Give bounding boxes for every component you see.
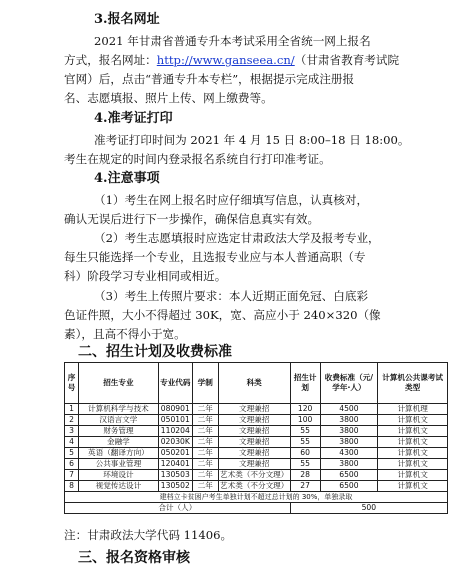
cell-category: 文理兼招 [218, 404, 290, 415]
cell-exam-type: 计算机文 [378, 426, 448, 437]
cell-category: 文理兼招 [218, 448, 290, 459]
header-index: 序号 [65, 363, 79, 404]
cell-index: 6 [65, 459, 79, 470]
cell-index: 5 [65, 448, 79, 459]
table-row [65, 481, 448, 492]
paragraph-line: 名、志愿填报、照片上传、网上缴费等。 [64, 91, 273, 105]
table-body [65, 404, 448, 492]
table-header-row [65, 363, 448, 404]
paragraph-line: （3）考生上传照片要求：本人近期正面免冠、白底彩 [94, 289, 369, 303]
table-total-row [65, 503, 448, 514]
cell-fee: 3800 [320, 459, 378, 470]
cell-duration: 二年 [192, 448, 218, 459]
cell-index: 4 [65, 437, 79, 448]
cell-major: 公共事业管理 [78, 459, 158, 470]
cell-category: 文理兼招 [218, 415, 290, 426]
paragraph-line: （2）考生志愿填报时应选定甘肃政法大学及报考专业， [94, 231, 380, 245]
cell-major: 英语（翻译方向） [78, 448, 158, 459]
cell-code: 120401 [158, 459, 192, 470]
cell-major: 汉语言文学 [78, 415, 158, 426]
text-span: 方式，报名网址： [64, 53, 157, 67]
cell-fee: 3800 [320, 415, 378, 426]
cell-exam-type: 计算机文 [378, 415, 448, 426]
cell-code: 130502 [158, 481, 192, 492]
cell-exam-type: 计算机理 [378, 404, 448, 415]
cell-plan: 27 [290, 481, 320, 492]
paragraph-line: 考生在规定的时间内登录报名系统自行打印准考证。 [64, 152, 331, 166]
cell-plan: 55 [290, 426, 320, 437]
table-row [65, 470, 448, 481]
table-note: 建档立卡贫困户考生单独计划不超过总计划的 30%，单独录取 [65, 492, 448, 503]
header-fee: 收费标准（元/学年·人） [320, 363, 378, 404]
cell-duration: 二年 [192, 470, 218, 481]
total-value: 500 [290, 503, 447, 514]
text-span: （甘肃省教育考试院 [294, 53, 400, 67]
cell-category: 文理兼招 [218, 459, 290, 470]
cell-plan: 120 [290, 404, 320, 415]
cell-code: 080901 [158, 404, 192, 415]
cell-code: 050201 [158, 448, 192, 459]
table-row [65, 415, 448, 426]
paragraph-line: 每生只能选择一个专业，且选报专业应与本人普通高职（专 [64, 250, 366, 264]
cell-major: 财务管理 [78, 426, 158, 437]
paragraph-line: （1）考生在网上报名时应仔细填写信息，认真核对， [94, 193, 369, 207]
header-major: 招生专业 [78, 363, 158, 404]
cell-code: 050101 [158, 415, 192, 426]
registration-url-link[interactable]: http://www.ganseea.cn/ [156, 53, 295, 67]
cell-index: 7 [65, 470, 79, 481]
cell-exam-type: 计算机文 [378, 448, 448, 459]
cell-exam-type: 计算机文 [378, 470, 448, 481]
total-label: 合计（人） [65, 503, 291, 514]
section-title-enrollment-plan: 二、招生计划及收费标准 [78, 344, 232, 360]
cell-major: 计算机科学与技术 [78, 404, 158, 415]
cell-duration: 二年 [192, 415, 218, 426]
cell-duration: 二年 [192, 404, 218, 415]
cell-duration: 二年 [192, 459, 218, 470]
cell-exam-type: 计算机文 [378, 459, 448, 470]
cell-category: 艺术类（不分文理） [220, 481, 289, 490]
header-duration: 学制 [192, 363, 218, 404]
table-row [65, 448, 448, 459]
section-title-notes: 4.注意事项 [94, 171, 160, 186]
paragraph-line: 确认无误后进行下一步操作，确保信息真实有效。 [64, 212, 320, 226]
table-row [65, 459, 448, 470]
cell-major: 环境设计 [78, 470, 158, 481]
cell-exam-type: 计算机文 [378, 437, 448, 448]
cell-code: 110204 [158, 426, 192, 437]
header-code: 专业代码 [158, 363, 192, 404]
cell-major: 金融学 [78, 437, 158, 448]
table-row [65, 437, 448, 448]
cell-index: 8 [65, 481, 79, 492]
cell-index: 1 [65, 404, 79, 415]
header-exam-type: 计算机公共课考试类型 [378, 363, 448, 404]
cell-fee: 4300 [320, 448, 378, 459]
cell-plan: 55 [290, 437, 320, 448]
cell-category: 文理兼招 [218, 437, 290, 448]
cell-fee: 3800 [320, 437, 378, 448]
header-plan: 招生计划 [290, 363, 320, 404]
cell-category: 文理兼招 [218, 426, 290, 437]
cell-code: 130503 [158, 470, 192, 481]
cell-fee: 6500 [320, 481, 378, 492]
cell-fee: 3800 [320, 426, 378, 437]
paragraph-line: 准考证打印时间为 2021 年 4 月 15 日 8:00–18 日 18:00。 [94, 133, 410, 147]
paragraph-line: 官网）后，点击“普通专升本专栏”，根据提示完成注册报 [64, 72, 355, 86]
cell-duration: 二年 [192, 481, 218, 492]
cell-index: 2 [65, 415, 79, 426]
cell-duration: 二年 [192, 437, 218, 448]
enrollment-plan-table [64, 362, 448, 514]
cell-plan: 100 [290, 415, 320, 426]
table-row [65, 404, 448, 415]
paragraph-line: 色证件照，大小不得超过 30K，宽、高应小于 240×320（像 [64, 308, 381, 322]
paragraph-line: 2021 年甘肃省普通专升本考试采用全省统一网上报名 [94, 34, 371, 48]
section-title-qualification-review: 三、报名资格审核 [78, 550, 190, 566]
table-row [65, 426, 448, 437]
header-category: 科类 [218, 363, 290, 404]
cell-code: 02030K [158, 437, 192, 448]
cell-plan: 28 [290, 470, 320, 481]
section-title-registration-site: 3.报名网址 [94, 12, 160, 27]
cell-plan: 60 [290, 448, 320, 459]
cell-duration: 二年 [192, 426, 218, 437]
cell-index: 3 [65, 426, 79, 437]
cell-fee: 4500 [320, 404, 378, 415]
cell-fee: 6500 [320, 470, 378, 481]
section-title-admission-ticket: 4.准考证打印 [94, 111, 173, 126]
paragraph-line: 素），且高不得小于宽。 [64, 327, 186, 341]
cell-category: 艺术类（不分文理） [220, 470, 289, 479]
paragraph-line: 科）阶段学习专业相同或相近。 [64, 269, 227, 283]
footnote: 注：甘肃政法大学代码 11406。 [64, 528, 233, 542]
paragraph-line-with-link [64, 51, 399, 70]
cell-exam-type: 计算机文 [378, 481, 448, 492]
cell-major: 视觉传达设计 [78, 481, 158, 492]
cell-plan: 55 [290, 459, 320, 470]
table-note-row [65, 492, 448, 503]
